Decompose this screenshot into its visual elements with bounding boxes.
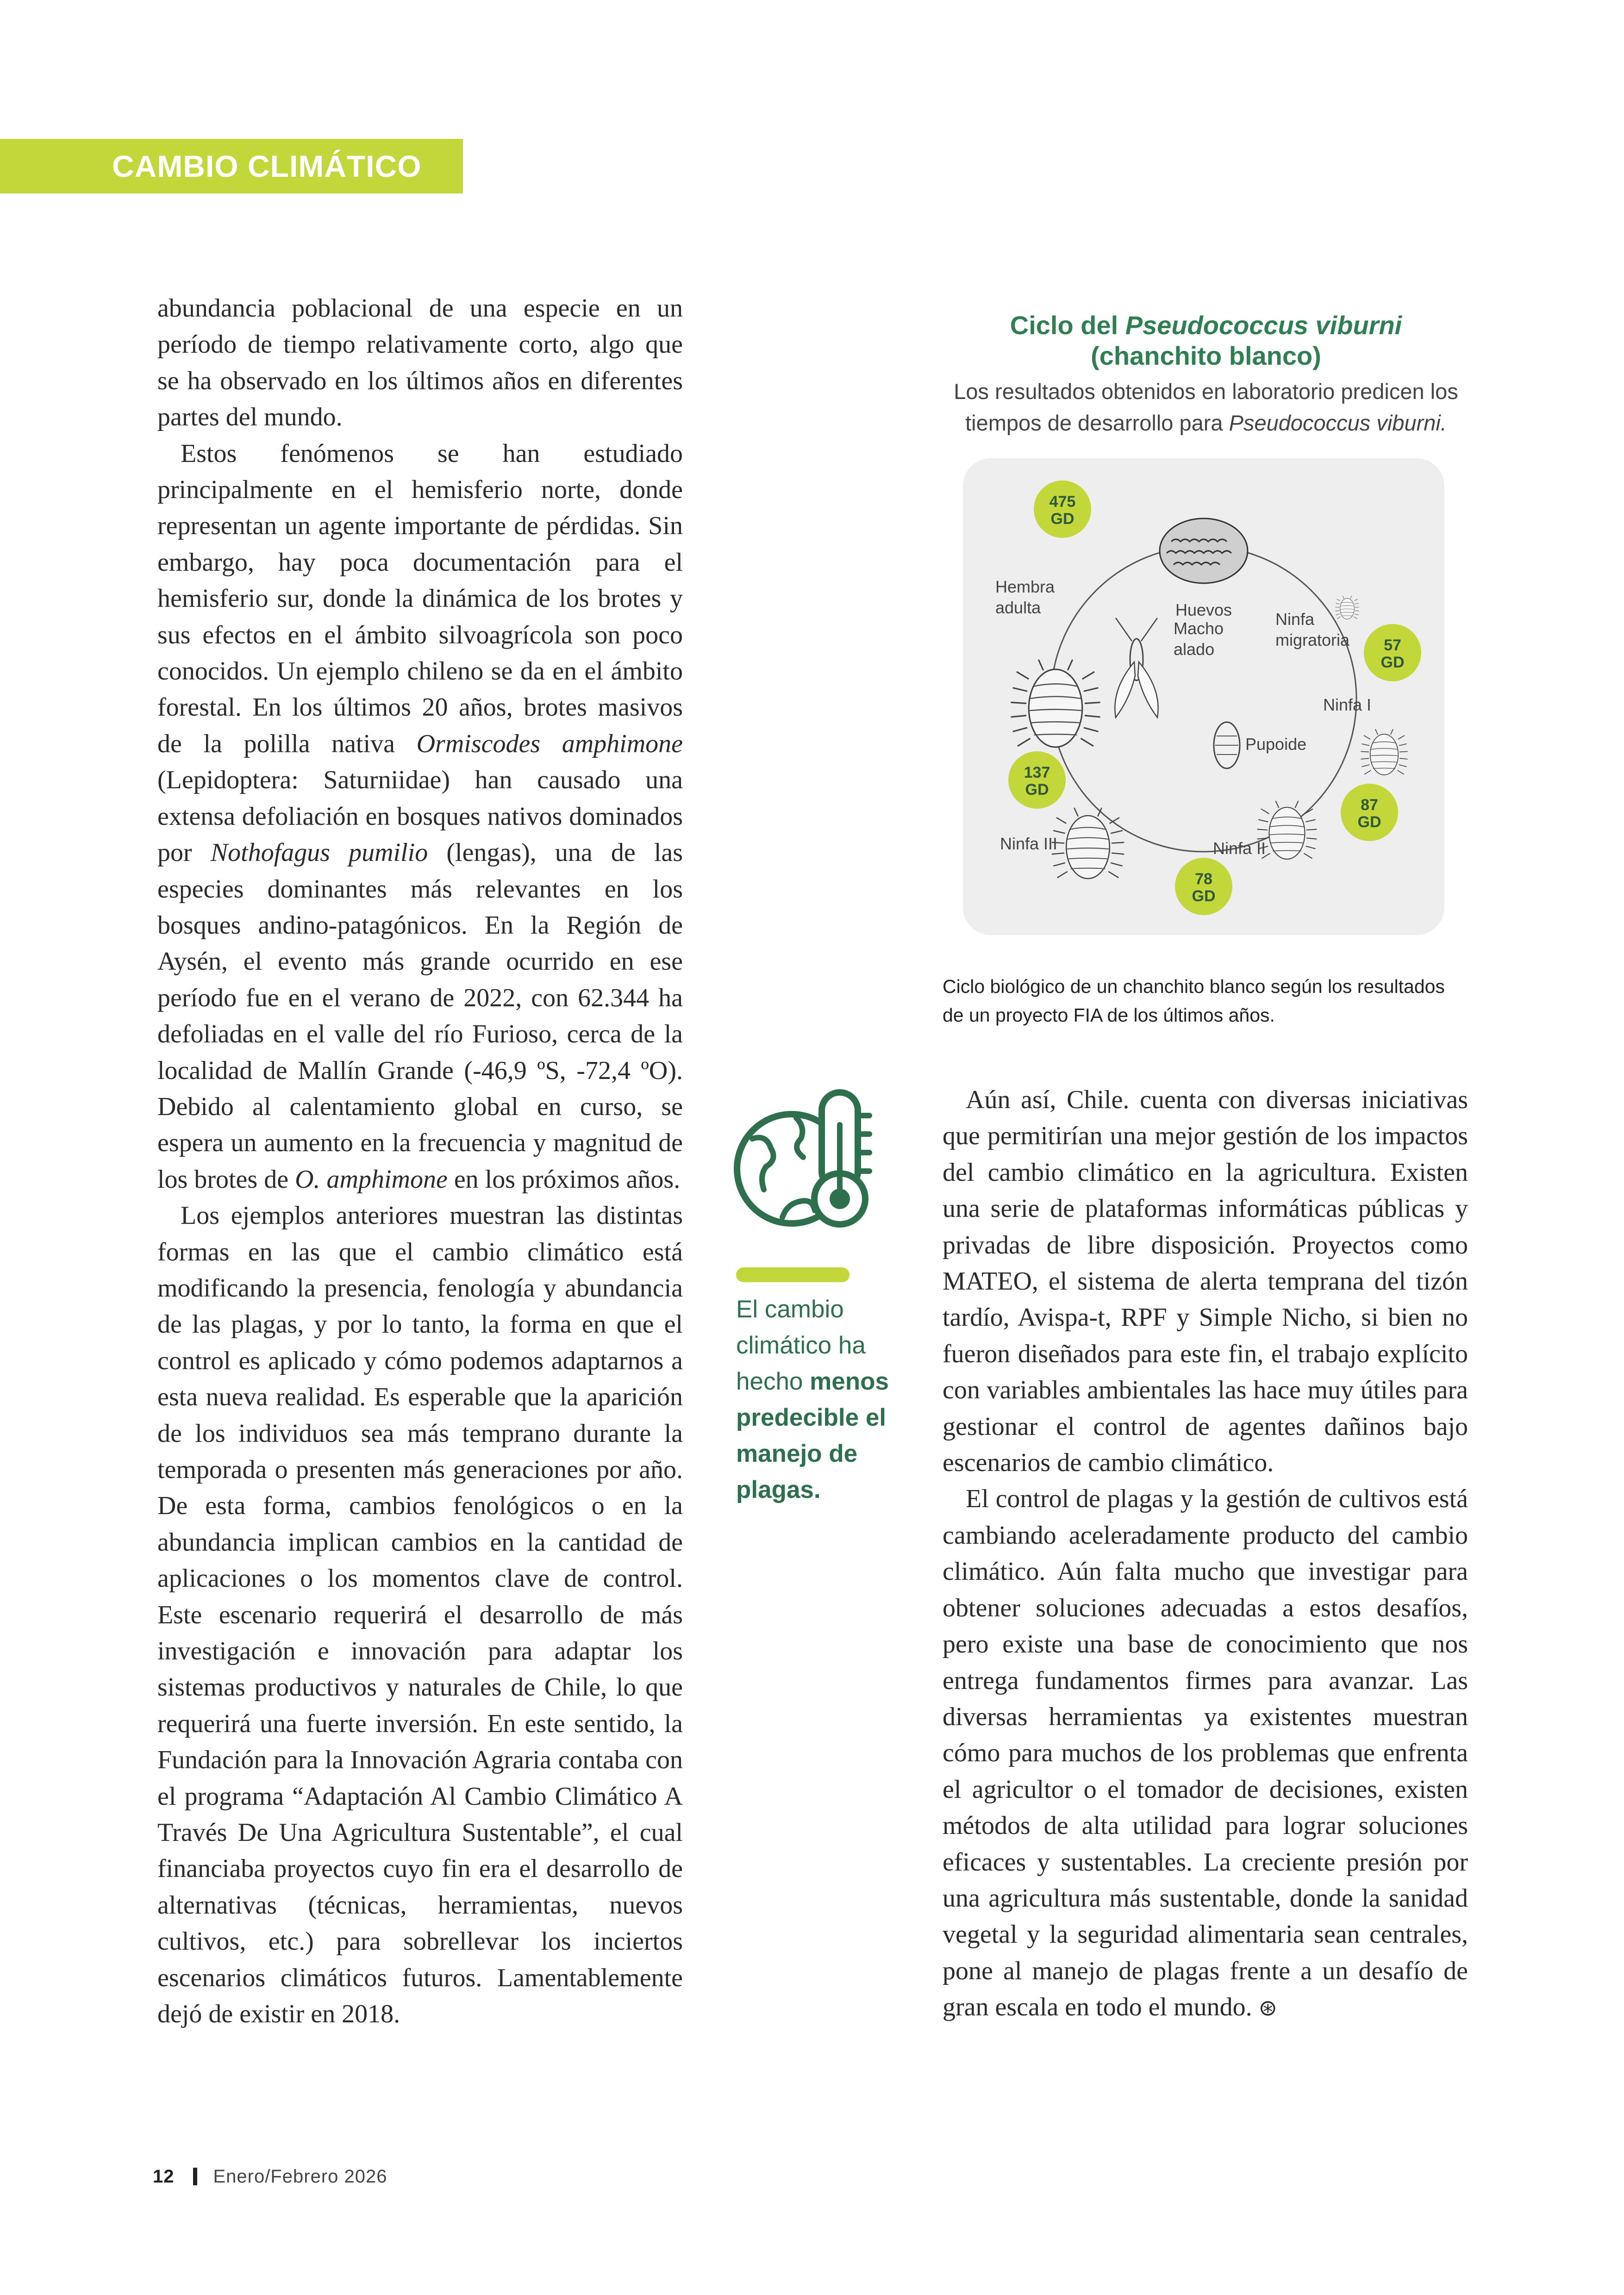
figure-title-text: Ciclo del — [1010, 311, 1125, 340]
life-cycle-svg — [963, 458, 1444, 935]
issue-date: Enero/Febrero 2026 — [213, 2166, 387, 2187]
pupoid-drawing — [1214, 722, 1240, 768]
label-huevos: Huevos — [1175, 600, 1232, 619]
page-footer — [153, 2166, 387, 2187]
figure-title-species: Pseudococcus viburni — [1125, 311, 1402, 340]
badge-unit: GD — [1025, 781, 1049, 798]
figure-subtitle-text: Los resultados obtenidos en laboratorio predicen los tiempos de desarrollo para — [954, 379, 1458, 435]
badge-unit: GD — [1380, 654, 1405, 671]
left-paragraph-2 — [157, 436, 683, 1198]
right-paragraph-1: Aún así, Chile. cuenta con diversas iniciativas que permitirían una mejor gestión de los impactos del cambio climático en la agricultura. Existen una serie de plataformas informáticas públicas y privadas de libre disposición. Proyectos como MATEO, el sistema de alerta temprana del tizón tardío, Avispa-t, RPF y Simple Nicho, si bien no fueron diseñados para este fin, el trabajo explícito con variables ambientales las hace muy útiles para gestionar el control de agentes dañinos bajo escenarios de cambio climático. — [943, 1085, 1468, 1478]
eggs-cluster — [1160, 518, 1248, 583]
pull-quote-text: El cambio climático ha hecho — [736, 1296, 866, 1395]
badge-unit: GD — [1192, 887, 1216, 905]
section-tag — [0, 139, 463, 193]
right-paragraph-2 — [943, 1481, 1468, 2026]
label-ninfa-migratoria-2: migratoria — [1275, 630, 1350, 649]
footer-separator — [193, 2168, 197, 2185]
label-pupoide: Pupoide — [1245, 735, 1307, 754]
migratory-nymph-drawing — [1335, 596, 1359, 619]
nymph-1-drawing — [1361, 729, 1407, 775]
label-macho-1: Macho — [1174, 619, 1224, 638]
badge-57 — [1364, 624, 1421, 681]
label-ninfa-migratoria-1: Ninfa — [1275, 610, 1315, 629]
end-mark-icon: ⊛ — [1258, 1995, 1277, 2021]
right-column — [943, 1082, 1468, 2027]
badge-value: 137 — [1024, 764, 1050, 781]
badge-value: 57 — [1384, 636, 1401, 654]
species-name: O. amphimone — [295, 1165, 448, 1194]
badge-475 — [1034, 480, 1091, 538]
species-name: Ormiscodes amphimone — [416, 729, 683, 758]
badge-value: 87 — [1361, 796, 1378, 814]
left-paragraph-1: abundancia poblacional de una especie en un período de tiempo relativamente corto, algo que se ha observado en los últimos años en diferentes partes del mundo. — [157, 294, 683, 432]
species-name: Nothofagus pumilio — [210, 838, 428, 867]
accent-bar — [736, 1267, 849, 1282]
figure-subtitle — [940, 376, 1472, 439]
winged-male-drawing — [1115, 618, 1158, 717]
cycle-ring — [1051, 546, 1356, 852]
label-ninfa-2: Ninfa II — [1213, 839, 1266, 858]
text-span: (Lepidoptera: Saturniidae) han causado una extensa defoliación en bosques nativos dominados por — [157, 766, 683, 867]
badge-unit: GD — [1357, 813, 1381, 831]
label-hembra-2: adulta — [995, 598, 1041, 617]
nymph-3-drawing — [1052, 808, 1124, 879]
badge-unit: GD — [1050, 510, 1074, 528]
section-tag-label: CAMBIO CLIMÁTICO — [112, 149, 422, 183]
life-cycle-diagram — [963, 458, 1444, 935]
figure-subtitle-species: Pseudococcus viburni. — [1229, 411, 1447, 435]
globe-thermometer-icon — [727, 1083, 880, 1236]
figure-title — [949, 310, 1463, 371]
label-ninfa-3: Ninfa III — [1000, 834, 1058, 853]
text-span: en los próximos años. — [454, 1165, 681, 1194]
label-hembra-1: Hembra — [995, 577, 1055, 596]
badge-value: 475 — [1049, 493, 1076, 511]
label-ninfa-1: Ninfa I — [1323, 695, 1372, 714]
label-macho-2: alado — [1174, 640, 1215, 659]
text-span: El control de plagas y la gestión de cultivos está cambiando aceleradamente producto del cambio climático. Aún falta mucho que investigar para obtener soluciones adecuadas a estos desafíos, pero existe una base de conocimiento que nos entrega fundamentos firmes para avanzar. Las diversas herramientas ya existentes muestran cómo para muchos de los problemas que enfrenta el agricultor o el tomador de decisiones, existen métodos de alta utilidad para lograr soluciones eficaces y sustentables. La creciente presión por una agricultura más sustentable, donde la sanidad vegetal y la seguridad alimentaria sean centrales, pone al manejo de plagas frente a un desafío de gran escala en todo el mundo. — [943, 1484, 1468, 2022]
left-paragraph-3: Los ejemplos anteriores muestran las distintas formas en las que el cambio climático está modificando la presencia, fenología y abundancia de las plagas, y por lo tanto, la forma en que el control es aplicado y cómo podemos adaptarnos a esta nueva realidad. Es esperable que la aparición de los individuos sea más temprano durante la temporada o presenten más generaciones por año. De esta forma, cambios fenológicos o en la abundancia implican cambios en la cantidad de aplicaciones o los momentos clave de control. Este escenario requerirá el desarrollo de más investigación e innovación para adaptar los sistemas productivos y naturales de Chile, lo que requerirá una fuerte inversión. En este sentido, la Fundación para la Innovación Agraria contaba con el programa “Adaptación Al Cambio Climático A Través De Una Agricultura Sustentable”, el cual financiaba proyectos cuyo fin era el desarrollo de alternativas (técnicas, herramientas, nuevos cultivos, etc.) para sobrellevar los inciertos escenarios climáticos futuros. Lamentablemente dejó de existir en 2018. — [157, 1201, 683, 2029]
text-span: (lengas), una de las especies dominantes más relevantes en los bosques andino-patagónicos. En la Región de Aysén, el evento más grande ocurrido en ese período fue en el verano de 2022, con 62.344 ha defoliadas en el valle del río Furioso, cerca de la localidad de Mallín Grande (-46,9 ºS, -72,4 ºO). Debido al calentamiento global en curso, se espera un aumento en la frecuencia y magnitud de los brotes de — [157, 838, 683, 1194]
badge-78 — [1175, 858, 1232, 915]
nymph-2-drawing — [1257, 801, 1317, 859]
page-number: 12 — [153, 2166, 175, 2187]
adult-female-drawing — [1011, 660, 1100, 747]
badge-value: 78 — [1195, 870, 1212, 888]
figure-title-common-name: (chanchito blanco) — [1091, 341, 1321, 370]
text-span: Estos fenómenos se han estudiado principalmente en el hemisferio norte, donde representan un agente importante de pérdidas. Sin embargo, hay poca documentación para el hemisferio sur, donde la dinámica de los brotes y sus efectos en el ámbito silvoagrícola son poco conocidos. Un ejemplo chileno se da en el ámbito forestal. En los últimos 20 años, brotes masivos de la polilla nativa — [157, 439, 683, 758]
pull-quote-bold: menos predecible el manejo de plagas. — [736, 1368, 889, 1503]
badge-137 — [1008, 751, 1066, 809]
left-column — [157, 290, 683, 2033]
badge-87 — [1341, 784, 1398, 841]
pull-quote — [736, 1291, 903, 1508]
figure-caption: Ciclo biológico de un chanchito blanco según los resultados de un proyecto FIA de los últimos años. — [943, 976, 1445, 1026]
